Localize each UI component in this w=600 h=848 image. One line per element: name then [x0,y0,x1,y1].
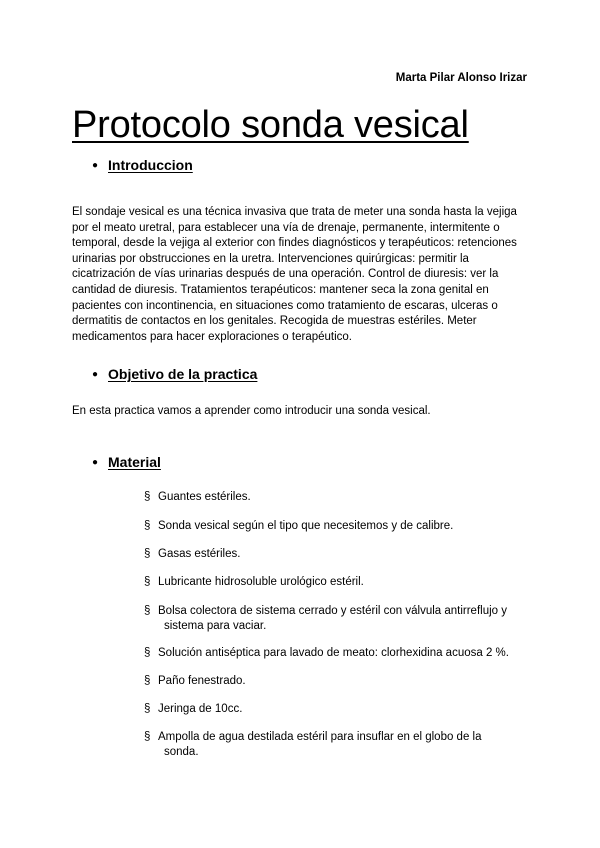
section-sign-icon: § [144,731,151,743]
list-item-text: Guantes estériles. [158,491,251,503]
section-heading-label: Introduccion [108,157,193,173]
list-item-text: Paño fenestrado. [158,675,246,687]
list-item [144,490,251,505]
section-heading-objective [92,366,257,382]
list-item-text: Gasas estériles. [158,548,241,560]
section-sign-icon: § [144,647,151,659]
list-item [144,702,242,717]
list-item [144,646,509,661]
section-heading-label: Material [108,454,161,470]
list-item-text: Sonda vesical según el tipo que necesitemos y de calibre. [158,520,454,532]
list-item [144,575,364,590]
author-name: Marta Pilar Alonso Irizar [395,72,527,84]
bullet-icon: ● [92,456,99,468]
section-sign-icon: § [144,520,151,532]
objective-paragraph: En esta practica vamos a aprender como introducir una sonda vesical. [72,405,431,417]
list-item-text: Solución antiséptica para lavado de meato: clorhexidina acuosa 2 %. [158,647,509,659]
bullet-icon: ● [92,368,99,380]
document-title: Protocolo sonda vesical [72,104,469,146]
list-item-text: Jeringa de 10cc. [158,703,243,715]
section-sign-icon: § [144,675,151,687]
section-sign-icon: § [144,491,151,503]
list-item [144,547,240,562]
section-sign-icon: § [144,576,151,588]
section-sign-icon: § [144,548,151,560]
list-item-text: Ampolla de agua destilada estéril para insuflar en el globo de la [158,731,482,743]
section-heading-material [92,454,161,470]
list-item [144,674,246,689]
list-item [144,730,482,760]
list-item-text-continued: sonda. [164,746,199,758]
list-item-text: Bolsa colectora de sistema cerrado y estéril con válvula antirreflujo y [158,605,507,617]
list-item [144,519,453,534]
list-item [144,604,507,634]
section-heading-intro [92,157,193,173]
intro-paragraph: El sondaje vesical es una técnica invasiva que trata de meter una sonda hasta la vejiga por el meato uretral, para establecer una vía de drenaje, permanente, intermitente o temporal, desde la vejiga al exterior con findes diagnósticos y terapéuticos: retenciones urinarias por obstrucciones en la uretra. Intervenciones quirúrgicas: permitir la cicatrización de vías urinarias después de una operación. Control de diuresis: ver la cantidad de diuresis. Tratamientos terapéuticos: mantener seca la zona genital en pacientes con incontinencia, en situaciones como tratamiento de escaras, ulceras o dermatitis de contactos en los genitales. Recogida de muestras estériles. Meter medicamentos para hacer exploraciones o terapéutico. [72,206,517,343]
section-sign-icon: § [144,703,151,715]
list-item-text-continued: sistema para vaciar. [164,620,267,632]
section-heading-label: Objetivo de la practica [108,366,258,382]
list-item-text: Lubricante hidrosoluble urológico estéril. [158,576,364,588]
section-sign-icon: § [144,605,151,617]
bullet-icon: ● [92,159,99,171]
